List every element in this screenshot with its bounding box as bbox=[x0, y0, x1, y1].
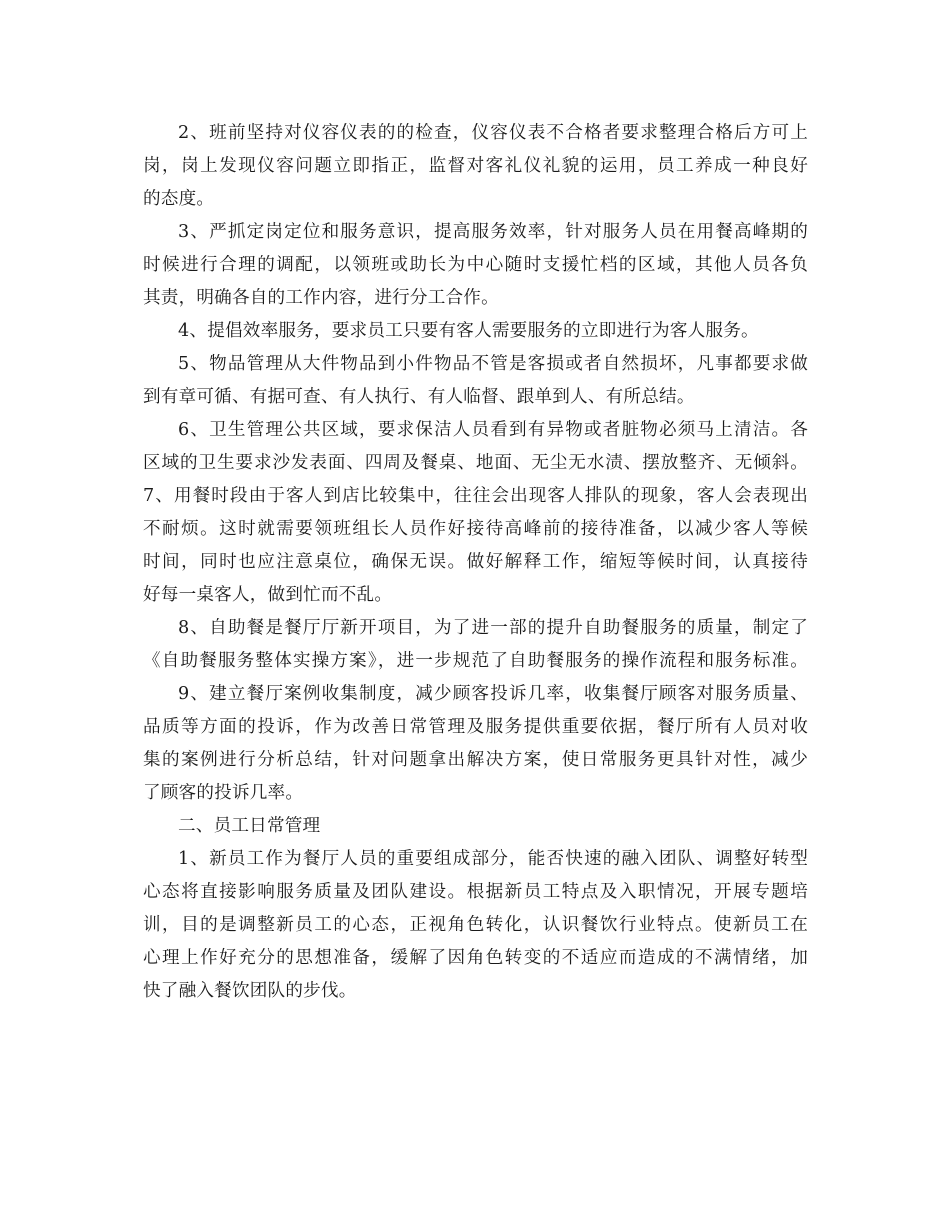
text-line: 9、建立餐厅案例收集制度，减少顾客投诉几率，收集餐厅顾客对服务质量、 bbox=[178, 684, 808, 704]
text-line: 的态度。 bbox=[143, 189, 215, 209]
text-line: 集的案例进行分析总结，针对问题拿出解决方案，使日常服务更具针对性，减少 bbox=[143, 750, 808, 770]
text-line: 岗，岗上发现仪容问题立即指正，监督对客礼仪礼貌的运用，员工养成一种良好 bbox=[143, 156, 808, 176]
text-line: 1、新员工作为餐厅人员的重要组成部分，能否快速的融入团队、调整好转型 bbox=[178, 849, 808, 869]
text-line: 5、物品管理从大件物品到小件物品不管是客损或者自然损坏，凡事都要求做 bbox=[178, 354, 808, 374]
text-line: 2、班前坚持对仪容仪表的的检查，仪容仪表不合格者要求整理合格后方可上 bbox=[178, 123, 808, 143]
text-line: 《自助餐服务整体实操方案》，进一步规范了自助餐服务的操作流程和服务标准。 bbox=[143, 651, 808, 671]
text-line: 训，目的是调整新员工的心态，正视角色转化，认识餐饮行业特点。使新员工在 bbox=[143, 915, 808, 935]
text-line: 3、严抓定岗定位和服务意识，提高服务效率，针对服务人员在用餐高峰期的 bbox=[178, 222, 808, 242]
text-line: 不耐烦。这时就需要领班组长人员作好接待高峰前的接待准备，以减少客人等候 bbox=[143, 519, 808, 539]
text-line: 快了融入餐饮团队的步伐。 bbox=[143, 981, 357, 1001]
text-line: 时候进行合理的调配，以领班或助长为中心随时支援忙档的区域，其他人员各负 bbox=[143, 255, 808, 275]
text-line: 7、用餐时段由于客人到店比较集中，往往会出现客人排队的现象，客人会表现出 bbox=[143, 486, 808, 506]
text-line: 到有章可循、有据可查、有人执行、有人临督、跟单到人、有所总结。 bbox=[143, 387, 695, 407]
section-heading: 二、员工日常管理 bbox=[178, 816, 321, 836]
document-body bbox=[143, 117, 808, 1008]
text-line: 心理上作好充分的思想准备，缓解了因角色转变的不适应而造成的不满情绪，加 bbox=[143, 948, 808, 968]
text-line: 心态将直接影响服务质量及团队建设。根据新员工特点及入职情况，开展专题培 bbox=[143, 882, 808, 902]
text-line: 8、自助餐是餐厅厅新开项目，为了进一部的提升自助餐服务的质量，制定了 bbox=[178, 618, 808, 638]
text-line: 其责，明确各自的工作内容，进行分工合作。 bbox=[143, 288, 499, 308]
text-line: 区域的卫生要求沙发表面、四周及餐桌、地面、无尘无水渍、摆放整齐、无倾斜。 bbox=[143, 453, 808, 473]
text-line: 好每一桌客人，做到忙而不乱。 bbox=[143, 585, 393, 605]
text-line: 4、提倡效率服务，要求员工只要有客人需要服务的立即进行为客人服务。 bbox=[178, 321, 759, 341]
text-line: 了顾客的投诉几率。 bbox=[143, 783, 304, 803]
text-line: 品质等方面的投诉，作为改善日常管理及服务提供重要依据，餐厅所有人员对收 bbox=[143, 717, 808, 737]
text-line: 6、卫生管理公共区域，要求保洁人员看到有异物或者脏物必须马上清洁。各 bbox=[178, 420, 808, 440]
text-line: 时间，同时也应注意桌位，确保无误。做好解释工作，缩短等候时间，认真接待 bbox=[143, 552, 808, 572]
